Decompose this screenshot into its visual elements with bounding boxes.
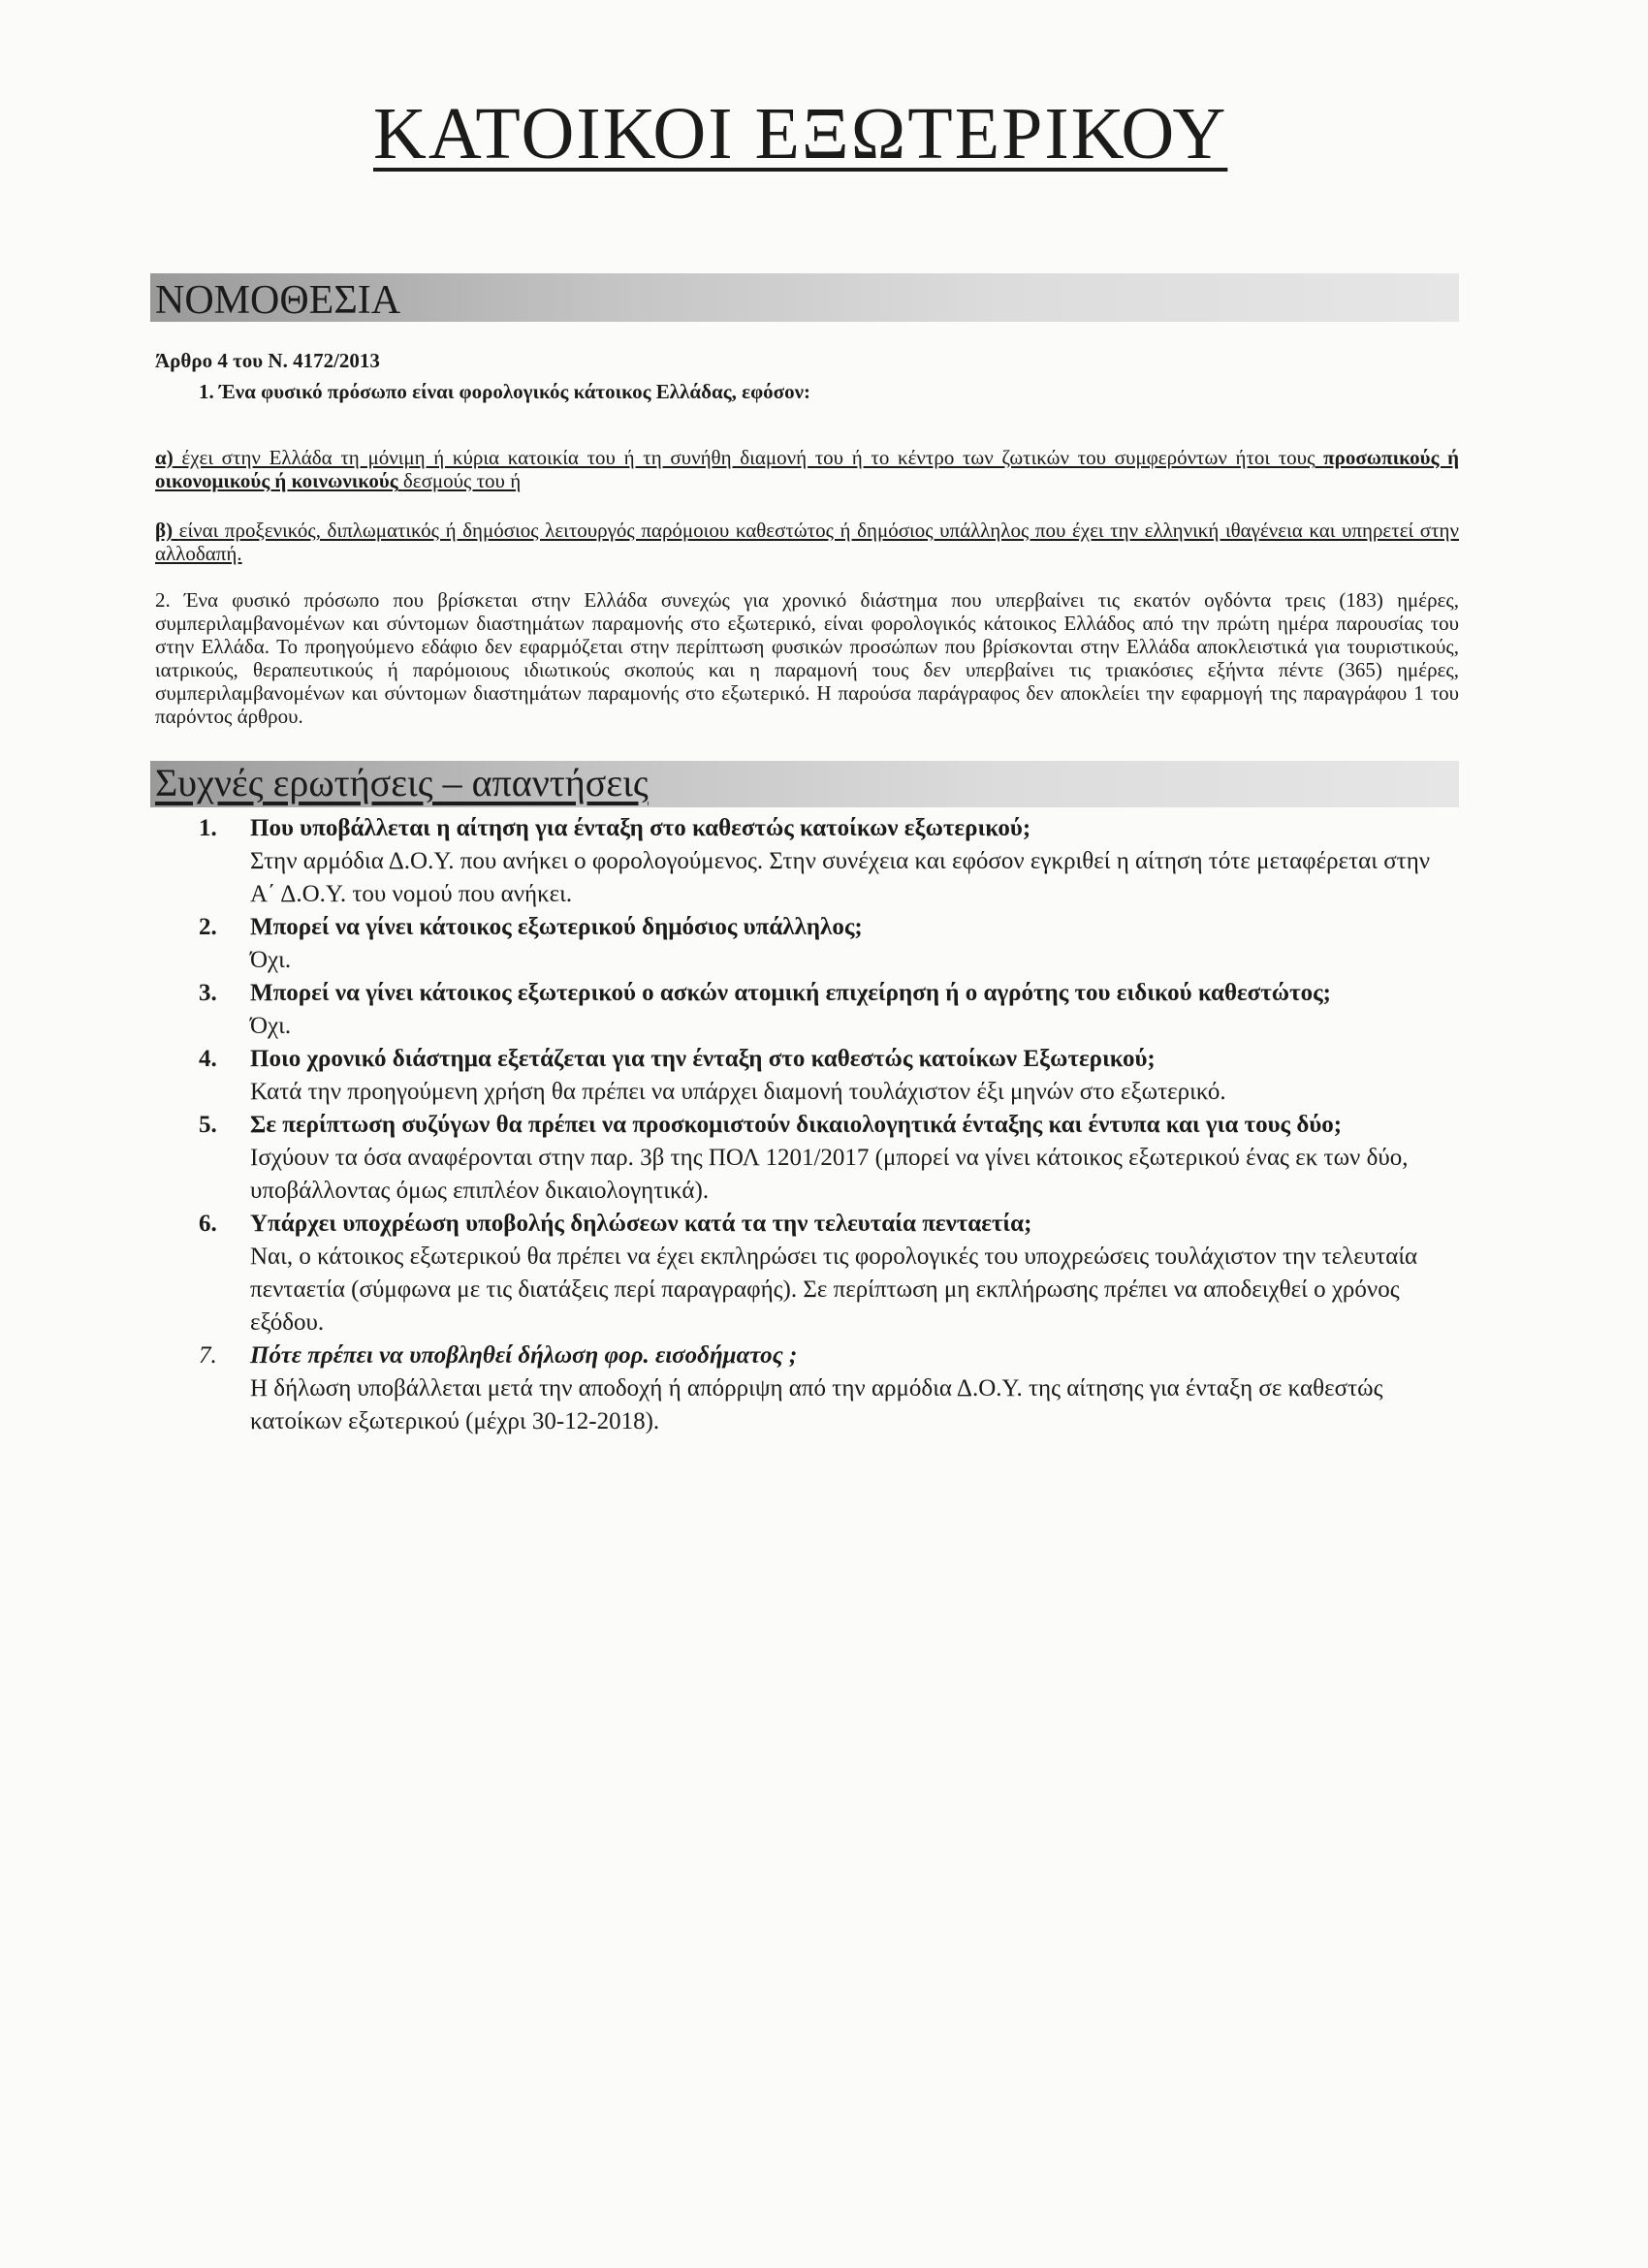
law-item-a-text: έχει στην Ελλάδα τη μόνιμη ή κύρια κατοικία του ή τη συνήθη διαμονή του ή το κέντρο των ζωτικών του συμφερόντων ήτοι τους bbox=[181, 446, 1315, 469]
law-item-a bbox=[155, 446, 1459, 492]
law-item-b-label: β) bbox=[155, 519, 174, 542]
faq-answer: Όχι. bbox=[250, 947, 292, 973]
law-item-a-bold: προσωπικούς ή οικονομικούς ή κοινωνικούς bbox=[155, 446, 1460, 492]
legislation-heading: ΝΟΜΟΘΕΣΙΑ bbox=[155, 278, 401, 323]
faq-question: Υπάρχει υποχρέωση υποβολής δηλώσεων κατά τα την τελευταία πενταετία; bbox=[250, 1211, 1032, 1237]
faq-item bbox=[155, 812, 1459, 911]
law-paragraph-2: 2. Ένα φυσικό πρόσωπο που βρίσκεται στην Ελλάδα συνεχώς για χρονικό διάστημα που υπερβαίνει τις εκατόν ογδόντα τρεις (183) ημέρες, συμπεριλαμβανομένων και σύντομων διαστημάτων παραμονής στο εξωτερικό, είναι φορολογικός κάτοικος Ελλάδος από την πρώτη ημέρα παρουσίας του στην Ελλάδα. Το προηγούμενο εδάφιο δεν εφαρμόζεται στην περίπτωση φυσικών προσώπων που βρίσκονται στην Ελλάδα αποκλειστικά για τουριστικούς, ιατρικούς, θεραπευτικούς ή παρόμοιους ιδιωτικούς σκοπούς και η παραμονή τους δεν υπερβαίνει τις τριακόσιες εξήντα πέντε (365) ημέρες, συμπεριλαμβανομένων και σύντομων διαστημάτων παραμονής στο εξωτερικό. Η παρούσα παράγραφος δεν αποκλείει την εφαρμογή της παραγράφου 1 του παρόντος άρθρου. bbox=[155, 588, 1459, 728]
faq-list bbox=[155, 812, 1459, 1438]
faq-item bbox=[155, 1208, 1459, 1339]
faq-answer: Κατά την προηγούμενη χρήση θα πρέπει να υπάρχει διαμονή τουλάχιστον έξι μηνών στο εξωτερικό. bbox=[250, 1079, 1226, 1105]
faq-answer: Όχι. bbox=[250, 1013, 292, 1039]
law-item-b bbox=[155, 519, 1459, 565]
faq-item bbox=[155, 911, 1459, 977]
law-item-a-end: δεσμούς του ή bbox=[402, 469, 522, 492]
document-title: ΚΑΤΟΙΚΟΙ ΕΞΩΤΕΡΙΚΟΥ bbox=[373, 93, 1228, 174]
law-item-a-label: α) bbox=[155, 446, 174, 469]
faq-question: Σε περίπτωση συζύγων θα πρέπει να προσκομιστούν δικαιολογητικά ένταξης και έντυπα και για τους δύο; bbox=[250, 1112, 1343, 1138]
faq-item bbox=[155, 1339, 1459, 1438]
faq-heading: Συχνές ερωτήσεις – απαντήσεις bbox=[155, 761, 649, 804]
faq-question: Μπορεί να γίνει κάτοικος εξωτερικού δημόσιος υπάλληλος; bbox=[250, 914, 863, 940]
faq-question: Πότε πρέπει να υποβληθεί δήλωση φορ. εισοδήματος ; bbox=[250, 1342, 798, 1369]
faq-number: 7. bbox=[199, 1342, 217, 1369]
faq-answer: Ναι, ο κάτοικος εξωτερικού θα πρέπει να έχει εκπληρώσει τις φορολογικές του υποχρεώσεις τουλάχιστον την τελευταία πενταετία (σύμφωνα με τις διατάξεις περί παραγραφής). Σε περίπτωση μη εκπλήρωσης πρέπει να αποδειχθεί ο χρόνος εξόδου. bbox=[250, 1244, 1418, 1336]
faq-number: 2. bbox=[199, 914, 217, 940]
faq-question: Που υποβάλλεται η αίτηση για ένταξη στο καθεστώς κατοίκων εξωτερικού; bbox=[250, 815, 1031, 841]
faq-item bbox=[155, 1109, 1459, 1208]
faq-question: Μπορεί να γίνει κάτοικος εξωτερικού ο ασκών ατομική επιχείρηση ή ο αγρότης του ειδικού καθεστώτος; bbox=[250, 980, 1331, 1006]
faq-answer: Ισχύουν τα όσα αναφέρονται στην παρ. 3β της ΠΟΛ 1201/2017 (μπορεί να γίνει κάτοικος εξωτερικού ένας εκ των δύο, υποβάλλοντας όμως επιπλέον δικαιολογητικά). bbox=[250, 1145, 1409, 1204]
faq-number: 1. bbox=[199, 815, 217, 841]
faq-number: 3. bbox=[199, 980, 217, 1006]
faq-item bbox=[155, 977, 1459, 1043]
faq-answer: Στην αρμόδια Δ.Ο.Υ. που ανήκει ο φορολογούμενος. Στην συνέχεια και εφόσον εγκριθεί η αίτηση τότε μεταφέρεται στην Α΄ Δ.Ο.Υ. του νομού που ανήκει. bbox=[250, 848, 1431, 907]
faq-number: 6. bbox=[199, 1211, 217, 1237]
law-reference: Άρθρο 4 του Ν. 4172/2013 bbox=[155, 349, 380, 372]
faq-answer: Η δήλωση υποβάλλεται μετά την αποδοχή ή απόρριψη από την αρμόδια Δ.Ο.Υ. της αίτησης για ένταξη σε καθεστώς κατοίκων εξωτερικού (μέχρι 30-12-2018). bbox=[250, 1375, 1383, 1434]
faq-number: 4. bbox=[199, 1046, 217, 1072]
faq-question: Ποιο χρονικό διάστημα εξετάζεται για την ένταξη στο καθεστώς κατοίκων Εξωτερικού; bbox=[250, 1046, 1156, 1072]
law-item-b-text: είναι προξενικός, διπλωματικός ή δημόσιος λειτουργός παρόμοιου καθεστώτος ή δημόσιος υπάλληλος που έχει την ελληνική ιθαγένεια και υπηρετεί στην αλλοδαπή. bbox=[155, 519, 1459, 565]
faq-item bbox=[155, 1043, 1459, 1109]
law-paragraph-1: 1. Ένα φυσικό πρόσωπο είναι φορολογικός κάτοικος Ελλάδας, εφόσον: bbox=[199, 380, 810, 403]
faq-number: 5. bbox=[199, 1112, 217, 1138]
